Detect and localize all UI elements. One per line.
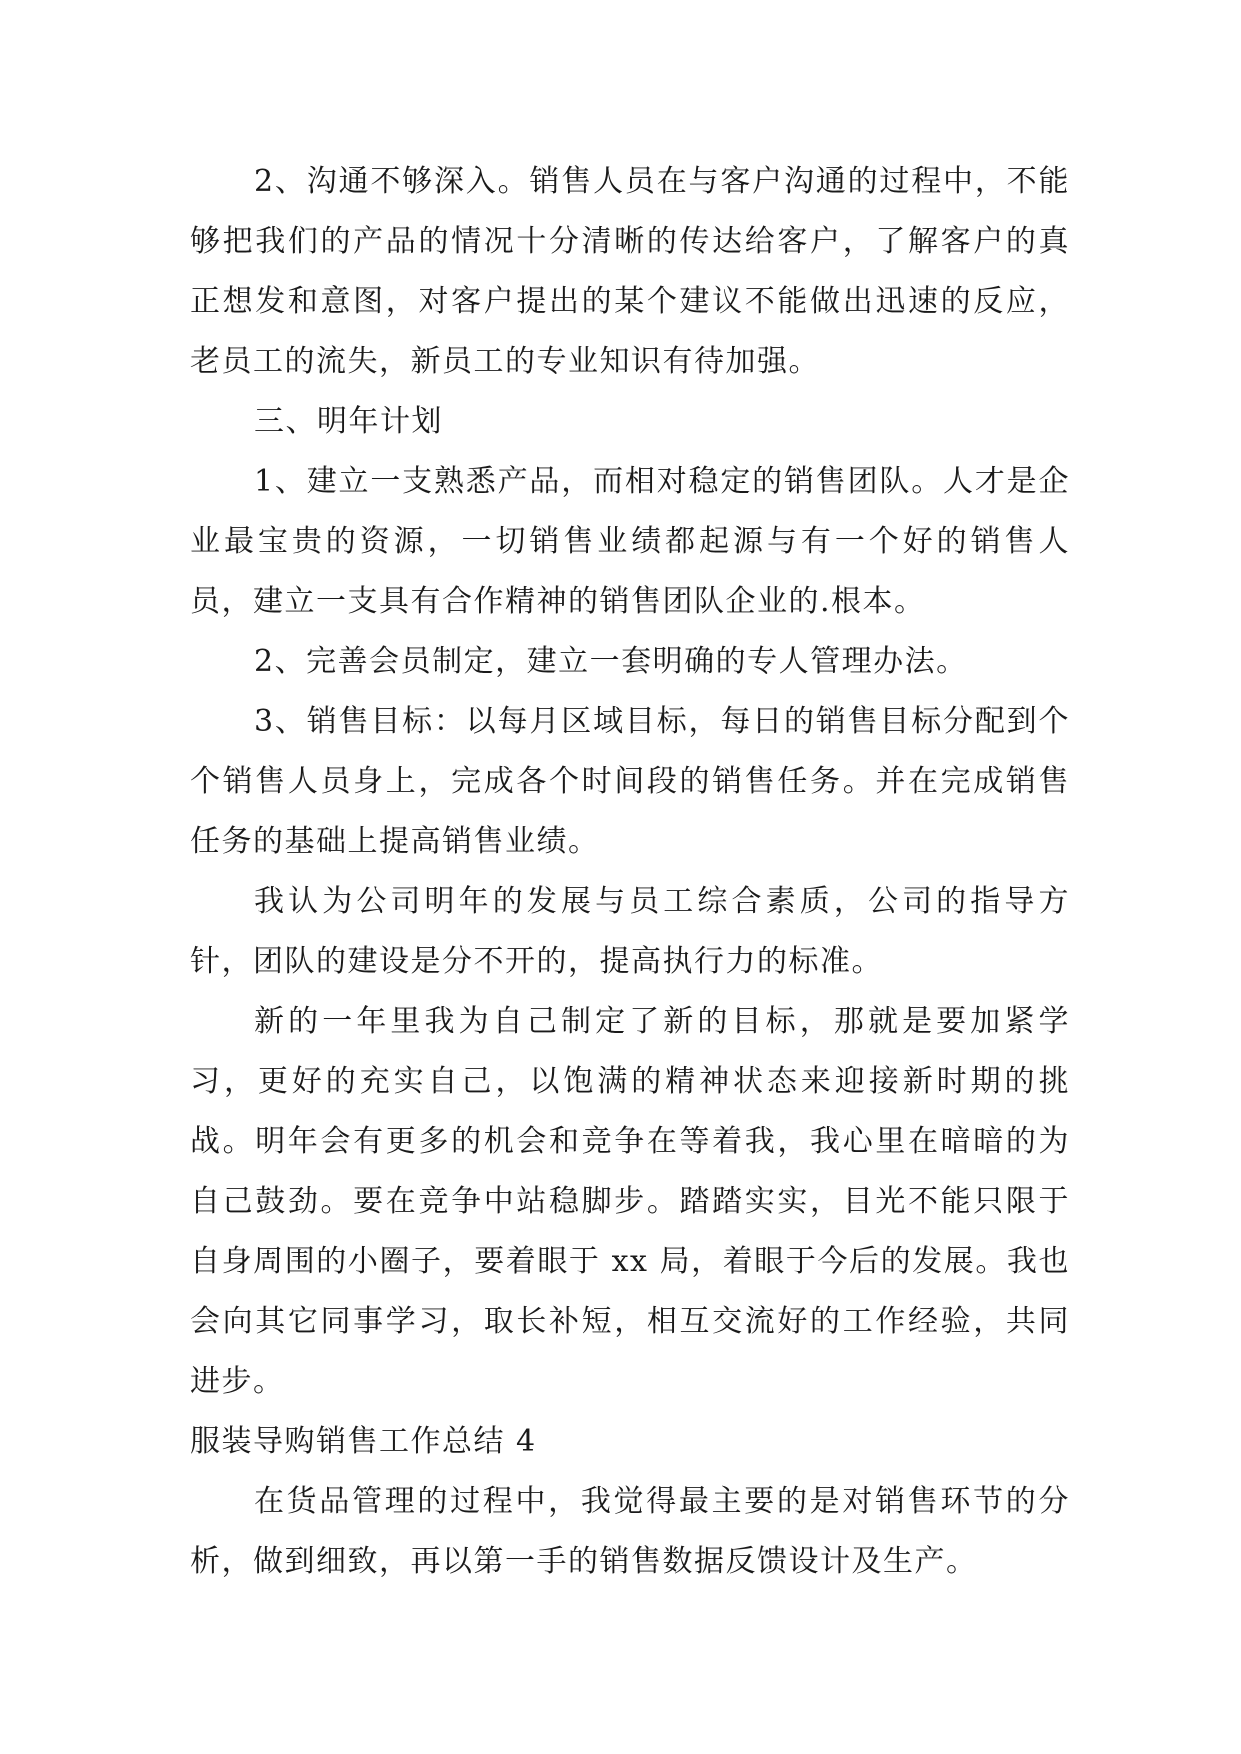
paragraph-plan-membership: 2、完善会员制定，建立一套明确的专人管理办法。: [254, 644, 968, 679]
paragraph-plan-team: 1、建立一支熟悉产品，而相对稳定的销售团队。人才是企业最宝贵的资源，一切销售业绩都起源与有一个好的销售人员，建立一支具有合作精神的销售团队企业的.根本。: [190, 464, 1070, 619]
section-title: 服装导购销售工作总结 4: [190, 1424, 537, 1459]
paragraph-plan-sales-target: 3、销售目标：以每月区域目标，每日的销售目标分配到个个销售人员身上，完成各个时间段的销售任务。并在完成销售任务的基础上提高销售业绩。: [190, 704, 1070, 859]
paragraph-company-development: 我认为公司明年的发展与员工综合素质，公司的指导方针，团队的建设是分不开的，提高执行力的标准。: [190, 884, 1070, 979]
document-body: [190, 152, 1070, 1592]
paragraph-goods-management: 在货品管理的过程中，我觉得最主要的是对销售环节的分析，做到细致，再以第一手的销售数据反馈设计及生产。: [190, 1484, 1070, 1579]
heading-next-year-plan: 三、明年计划: [254, 404, 443, 439]
paragraph-new-year-goals: 新的一年里我为自己制定了新的目标，那就是要加紧学习，更好的充实自己，以饱满的精神状态来迎接新时期的挑战。明年会有更多的机会和竞争在等着我，我心里在暗暗的为自己鼓劲。要在竞争中站稳脚步。踏踏实实，目光不能只限于自身周围的小圈子，要着眼于 xx 局，着眼于今后的发展。我也会向其它同事学习，取长补短，相互交流好的工作经验，共同进步。: [190, 1004, 1070, 1399]
paragraph-communication-issue: 2、沟通不够深入。销售人员在与客户沟通的过程中，不能够把我们的产品的情况十分清晰的传达给客户，了解客户的真正想发和意图，对客户提出的某个建议不能做出迅速的反应，老员工的流失，新员工的专业知识有待加强。: [190, 164, 1070, 379]
